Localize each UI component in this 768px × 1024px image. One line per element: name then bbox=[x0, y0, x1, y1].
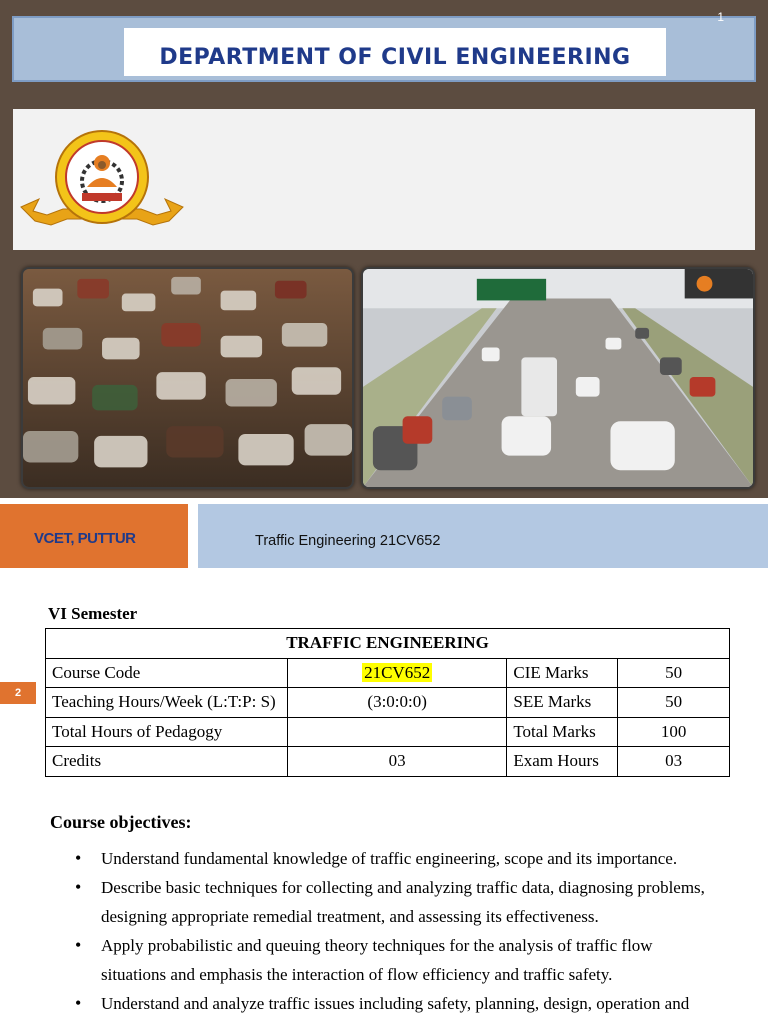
course-footer-label: Traffic Engineering 21CV652 bbox=[255, 533, 441, 549]
row-label2: CIE Marks bbox=[507, 658, 618, 688]
row-value: 03 bbox=[287, 747, 506, 777]
row-value bbox=[287, 717, 506, 747]
footer-college-block bbox=[0, 504, 188, 568]
row-label: Credits bbox=[46, 747, 288, 777]
department-title: DEPARTMENT OF CIVIL ENGINEERING bbox=[159, 44, 631, 70]
objectives-list bbox=[75, 844, 715, 1018]
table-row bbox=[46, 688, 730, 718]
row-label: Total Hours of Pedagogy bbox=[46, 717, 288, 747]
table-row bbox=[46, 658, 730, 688]
row-value2: 50 bbox=[618, 658, 730, 688]
row-label2: SEE Marks bbox=[507, 688, 618, 718]
objectives-heading: Course objectives: bbox=[50, 812, 192, 832]
college-label: VCET, PUTTUR bbox=[34, 530, 136, 547]
title-banner bbox=[12, 16, 756, 82]
title-box bbox=[124, 28, 666, 76]
objective-item: • Understand and analyze traffic issues including safety, planning, design, operation and bbox=[75, 989, 715, 1018]
footer-course-block bbox=[198, 504, 768, 568]
slide-number-badge: 2 bbox=[0, 682, 36, 704]
row-value2: 100 bbox=[618, 717, 730, 747]
table-title: TRAFFIC ENGINEERING bbox=[46, 629, 730, 659]
traffic-jam-photo bbox=[21, 267, 354, 489]
row-label: Teaching Hours/Week (L:T:P: S) bbox=[46, 688, 288, 718]
row-value bbox=[287, 658, 506, 688]
college-seal-icon bbox=[19, 129, 185, 239]
objective-item: • Describe basic techniques for collecting and analyzing traffic data, diagnosing problems, designing appropriate remedial treatment, and assessing its effectiveness. bbox=[75, 873, 715, 931]
course-code-highlight: 21CV652 bbox=[364, 662, 431, 682]
row-label2: Total Marks bbox=[507, 717, 618, 747]
logo-panel bbox=[13, 109, 755, 250]
course-details-table bbox=[45, 628, 730, 777]
table-row bbox=[46, 717, 730, 747]
table-row bbox=[46, 747, 730, 777]
highway-traffic-photo bbox=[361, 267, 755, 489]
slide-number: 1 bbox=[717, 10, 724, 24]
objective-item: • Understand fundamental knowledge of traffic engineering, scope and its importance. bbox=[75, 844, 715, 873]
row-value: (3:0:0:0) bbox=[287, 688, 506, 718]
semester-label: VI Semester bbox=[48, 604, 138, 623]
row-value2: 50 bbox=[618, 688, 730, 718]
row-value2: 03 bbox=[618, 747, 730, 777]
syllabus-slide bbox=[0, 572, 768, 1024]
row-label: Course Code bbox=[46, 658, 288, 688]
objective-item: • Apply probabilistic and queuing theory techniques for the analysis of traffic flow situations and emphasis the interaction of flow efficiency and traffic safety. bbox=[75, 931, 715, 989]
table-title-row bbox=[46, 629, 730, 659]
row-label2: Exam Hours bbox=[507, 747, 618, 777]
